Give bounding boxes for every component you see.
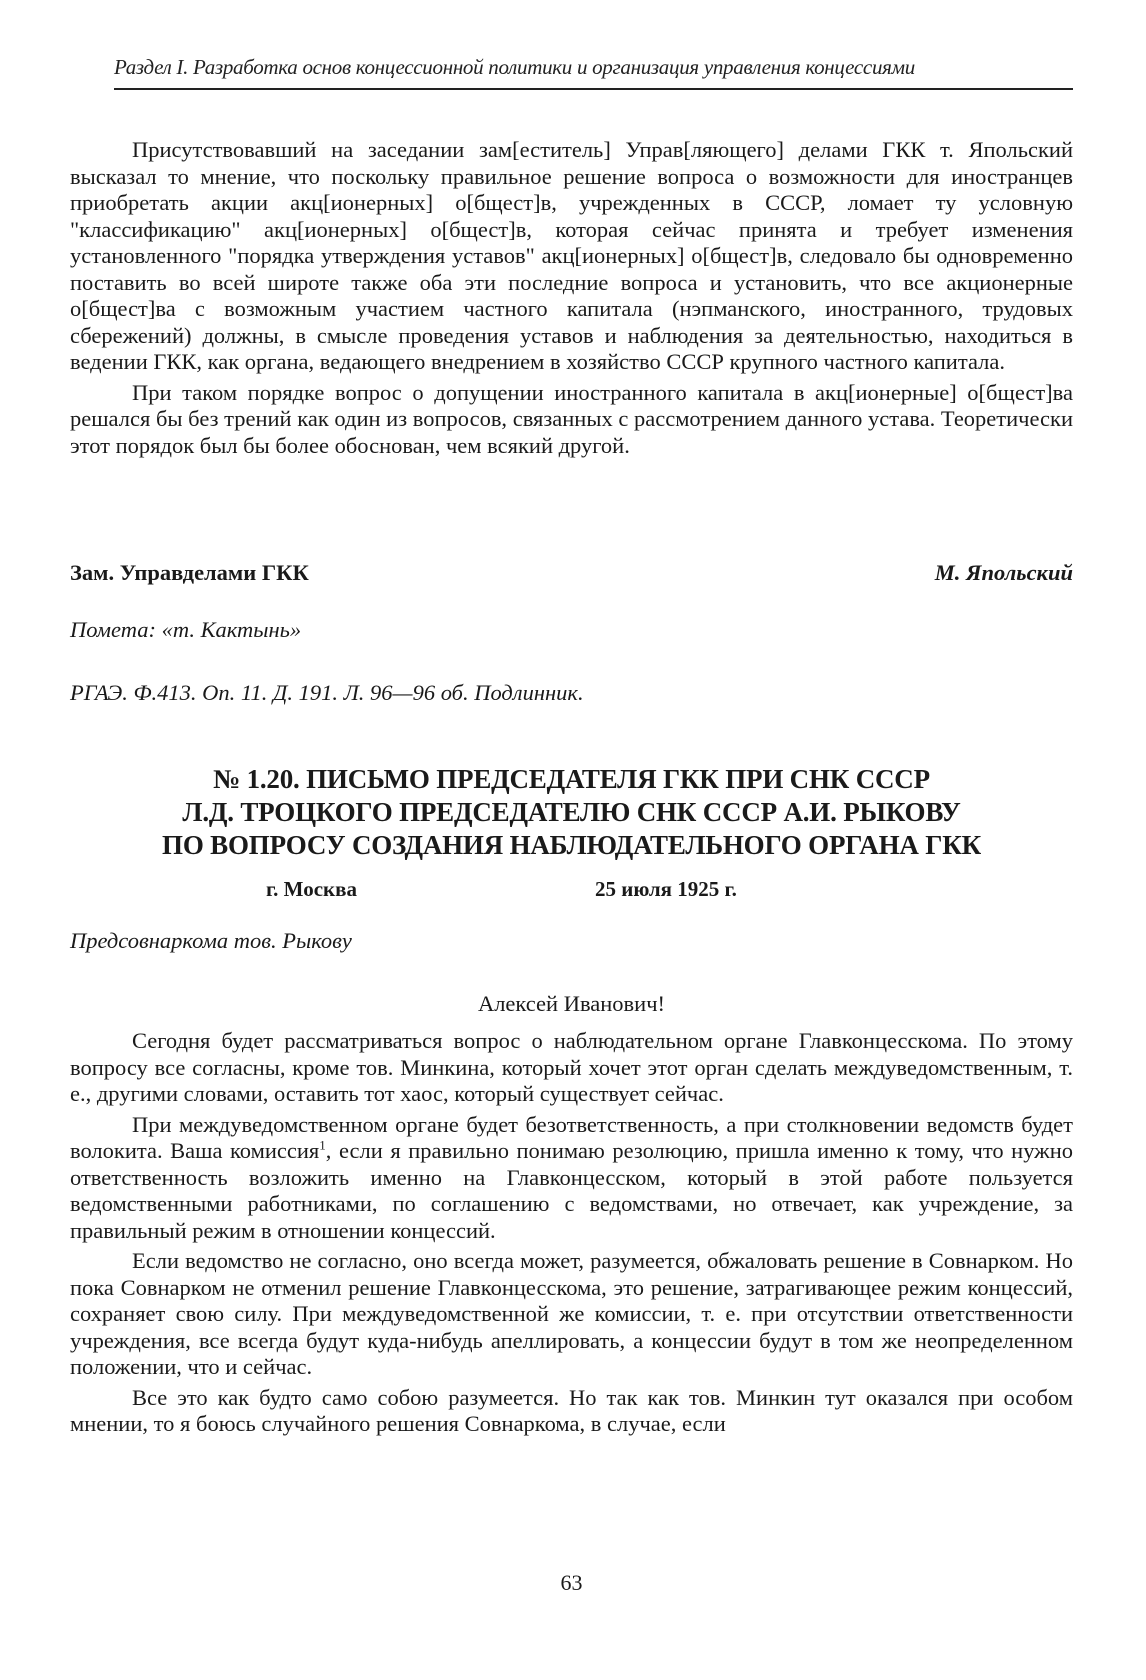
salutation: Алексей Иванович! [477,991,666,1016]
title-line: Л.Д. ТРОЦКОГО ПРЕДСЕДАТЕЛЮ СНК СССР А.И. РЫКОВУ [182,797,961,827]
annotation-note: Помета: «т. Кактынь» [70,617,302,642]
paragraph-text: , если я правильно понимаю резолюцию, пришла именно к тому, что нужно ответственность возложить именно на Главконцесском, который в этой работе пользуется ведомственными работниками, по соглашению с ведомствами, но отвечает, как учреждение, за правильный режим в отношении концессий. [70,1138,1073,1243]
letter-body [70,1028,1073,1442]
header-rule [114,88,1073,90]
signature-name: М. Япольский [934,560,1073,585]
document-date: 25 июля 1925 г. [595,877,737,901]
signature-block [70,560,1073,586]
document-place: г. Москва [266,877,357,901]
paragraph: Присутствовавший на заседании зам[еститель] Управ[ляющего] делами ГКК т. Япольский высказал то мнение, что поскольку правильное решение вопроса о возможности для иностранцев приобретать акции акц[ионерных] о[бщест]в, учрежденных в СССР, ломает ту условную "классификацию" акц[ионерных] о[бщест]в, которая сейчас принята и требует изменения установленного "порядка утверждения уставов" акц[ионерных] о[бщест]в, следовало бы одновременно поставить во всей широте также оба эти последние вопроса и установить, что все акционерные о[бщест]ва с возможным участием частного капитала (нэпманского, иностранного, трудовых сбережений) должны, в смысле проведения уставов и наблюдения за деятельностью, находиться в ведении ГКК, как органа, ведающего внедрением в хозяйство СССР крупного частного капитала. [70,137,1073,374]
paragraph: При таком порядке вопрос о допущении иностранного капитала в акц[ионерные] о[бщест]ва решался бы без трений как один из вопросов, связанных с рассмотрением данного устава. Теоретически этот порядок был бы более обоснован, чем всякий другой. [70,379,1073,458]
paragraph: Если ведомство не согласно, оно всегда может, разумеется, обжаловать решение в Совнарком. Но пока Совнарком не отменил решение Главконцесскома, это решение, затрагивающее режим концессий, сохраняет свою силу. При междуведомственной же комиссии, т. е. при отсутствии ответственности учреждения, все всегда будут куда-нибудь апеллировать, а концессии будут в том же неопределенном положении, что и сейчас. [70,1248,1073,1379]
paragraph [70,1112,1073,1245]
page-number: 63 [560,1570,583,1595]
paragraph-text: При междуведомственном органе будет безответственность, а при столкновении ведомств будет волокита. Ваша комиссия [70,1111,1073,1163]
running-head: Раздел I. Разработка основ концессионной политики и организация управления концессиями [114,55,915,79]
title-line: ПО ВОПРОСУ СОЗДАНИЯ НАБЛЮДАТЕЛЬНОГО ОРГАНА ГКК [162,830,981,860]
document-title [70,763,1073,862]
signature-position: Зам. Управделами ГКК [70,560,309,585]
paragraph: Все это как будто само собою разумеется. Но так как тов. Минкин тут оказался при особом мнении, то я боюсь случайного решения Совнаркома, в случае, если [70,1384,1073,1436]
paragraph: Сегодня будет рассматриваться вопрос о наблюдательном органе Главконцесскома. По этому вопросу все согласны, кроме тов. Минкина, который хочет этот орган сделать междуведомственным, т. е., другими словами, оставить тот хаос, который существует сейчас. [70,1028,1073,1106]
title-line: № 1.20. ПИСЬМО ПРЕДСЕДАТЕЛЯ ГКК ПРИ СНК СССР [213,764,930,794]
addressee: Предсовнаркома тов. Рыкову [70,928,352,953]
footnote-mark[interactable]: 1 [319,1137,326,1153]
previous-document-text [70,137,1073,463]
archive-reference: РГАЭ. Ф.413. Оп. 11. Д. 191. Л. 96—96 об. Подлинник. [70,680,584,705]
